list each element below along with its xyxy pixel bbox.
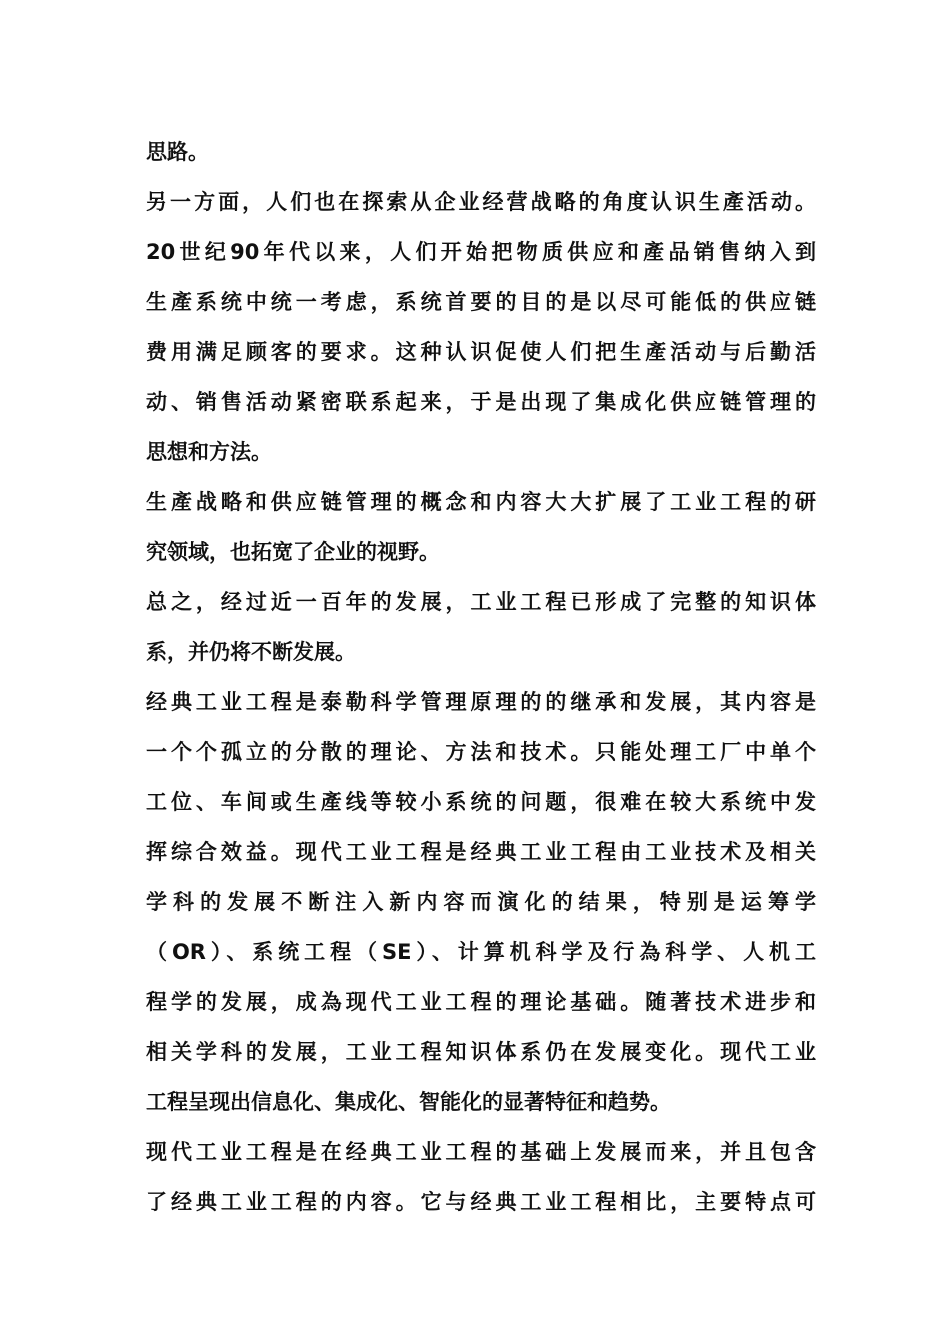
paragraph — [146, 477, 816, 577]
text-line: 思路。 — [146, 140, 209, 164]
paragraph — [146, 677, 816, 1127]
text-line: 相关学科的发展，工业工程知识体系仍在发展变化。现代工业 — [146, 1040, 816, 1064]
paragraph — [146, 177, 816, 477]
text-line: 总之，经过近一百年的发展，工业工程已形成了完整的知识体 — [146, 590, 816, 614]
text-line: 20世纪90年代以来，人们开始把物质供应和產品销售纳入到 — [146, 240, 816, 264]
text-line: 一个个孤立的分散的理论、方法和技术。只能处理工厂中单个 — [146, 740, 816, 764]
text-line: 动、销售活动紧密联系起来，于是出现了集成化供应链管理的 — [146, 390, 816, 414]
text-line: 生產战略和供应链管理的概念和内容大大扩展了工业工程的研 — [146, 490, 816, 514]
text-line: 另一方面，人们也在探索从企业经营战略的角度认识生產活动。 — [146, 190, 816, 214]
text-line: 现代工业工程是在经典工业工程的基础上发展而来，并且包含 — [146, 1140, 816, 1164]
text-line: 学科的发展不断注入新内容而演化的结果，特别是运筹学 — [146, 890, 816, 914]
text-line: 程学的发展，成為现代工业工程的理论基础。随著技术进步和 — [146, 990, 816, 1014]
text-line: （OR）、系统工程（SE）、计算机科学及行為科学、人机工 — [146, 940, 816, 964]
text-line: 工位、车间或生產线等较小系统的问题，很难在较大系统中发 — [146, 790, 816, 814]
body-text — [146, 127, 816, 1227]
text-line: 系，并仍将不断发展。 — [146, 640, 356, 664]
paragraph — [146, 577, 816, 677]
text-line: 究领域，也拓宽了企业的视野。 — [146, 540, 440, 564]
paragraph — [146, 1127, 816, 1227]
text-line: 思想和方法。 — [146, 440, 272, 464]
text-line: 工程呈现出信息化、集成化、智能化的显著特征和趋势。 — [146, 1090, 671, 1114]
paragraph — [146, 127, 816, 177]
text-line: 费用满足顾客的要求。这种认识促使人们把生產活动与后勤活 — [146, 340, 816, 364]
text-line: 生產系统中统一考虑，系统首要的目的是以尽可能低的供应链 — [146, 290, 816, 314]
text-line: 了经典工业工程的内容。它与经典工业工程相比，主要特点可 — [146, 1190, 816, 1214]
text-line: 经典工业工程是泰勒科学管理原理的的继承和发展，其内容是 — [146, 690, 816, 714]
text-line: 挥综合效益。现代工业工程是经典工业工程由工业技术及相关 — [146, 840, 816, 864]
